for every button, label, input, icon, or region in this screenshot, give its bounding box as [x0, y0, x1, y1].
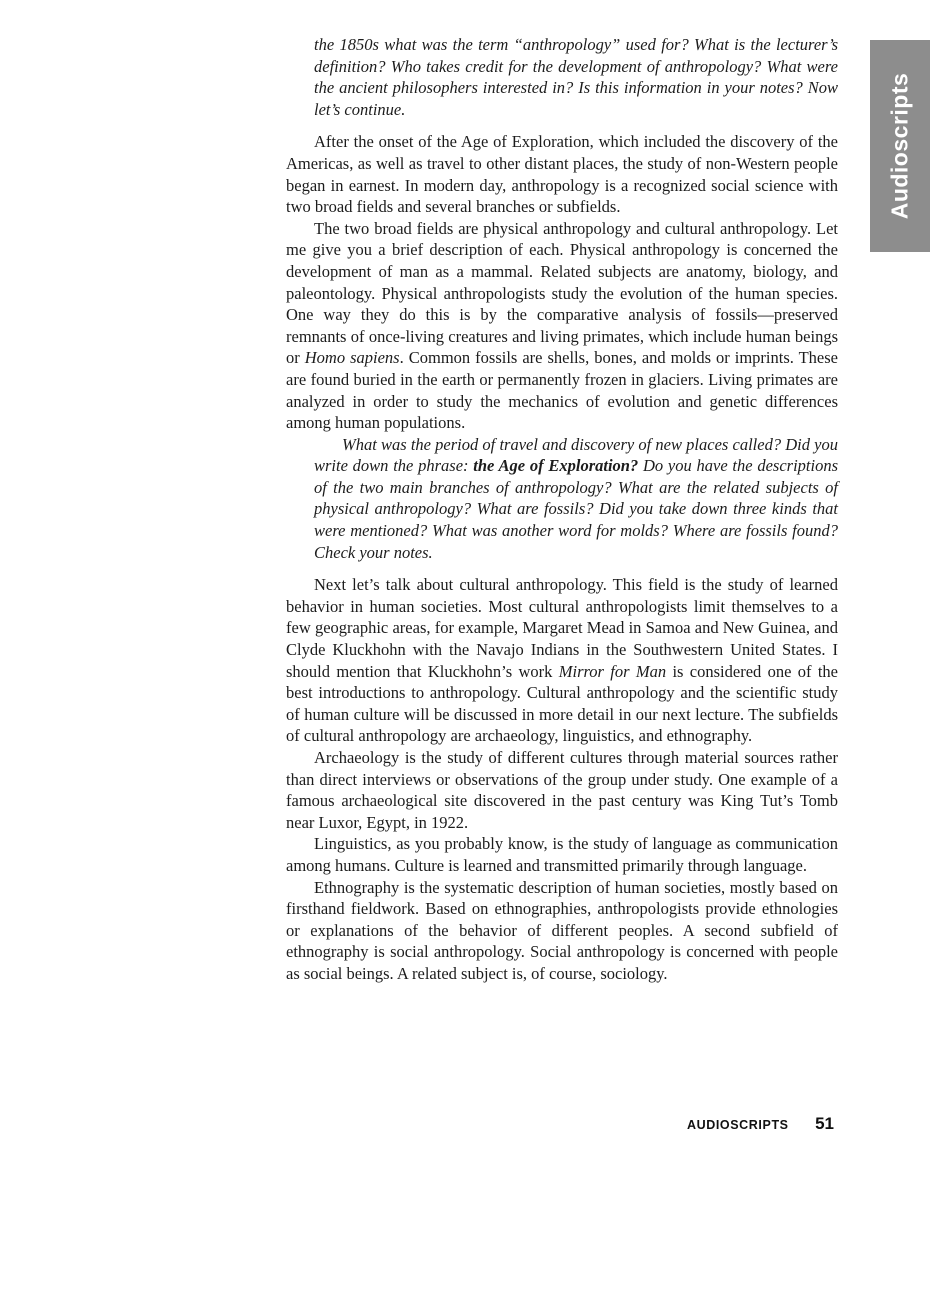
section-side-tab-label: Audioscripts [886, 72, 913, 220]
bold-phrase: the Age of Exploration? [473, 456, 639, 476]
page-body [286, 34, 838, 985]
text-run: What was the period of travel and discovery of new places called? Did you write down the phrase: [314, 434, 838, 476]
body-paragraph [286, 574, 838, 747]
footer-section-label: AUDIOSCRIPTS [686, 1118, 789, 1132]
text-run: the 1850s what was the term “anthropology” used for? What is the lecturer’s definition? Who takes credit for the development of anthropology? What were the ancient philosophers interested in? Is this information in your notes? Now let’s continue. [314, 35, 838, 119]
page-footer [687, 1114, 834, 1134]
page-number: 51 [815, 1114, 834, 1133]
text-run: The two broad fields are physical anthropology and cultural anthropology. Let me give you a brief description of each. Physical anthropology is concerned the development of man as a mammal. Related subjects are anatomy, biology, and paleontology. Physical anthropologists study the evolution of the human species. One way they do this is by the comparative analysis of fossils—preserved remnants of once-living creatures and living primates, which include human beings or [286, 218, 838, 368]
body-paragraph [286, 218, 838, 434]
study-question-paragraph [286, 34, 838, 120]
body-paragraph [286, 833, 838, 876]
body-paragraph [286, 131, 838, 217]
text-run: is considered one of the best introductions to anthropology. Cultural anthropology and the scientific study of human culture will be discussed in more detail in our next lecture. The subfields of cultural anthropology are archaeology, linguistics, and ethnography. [286, 661, 839, 746]
text-run: Archaeology is the study of different cultures through material sources rather than direct interviews or observations of the group under study. One example of a famous archaeological site discovered in the past century was King Tut’s Tomb near Luxor, Egypt, in 1922. [286, 748, 838, 832]
body-paragraph [286, 747, 838, 833]
text-run: Ethnography is the systematic description of human societies, mostly based on firsthand fieldwork. Based on ethnographies, anthropologists provide ethnologies or explanations of the behavior of different peoples. A second subfield of ethnography is social anthropology. Social anthropology is concerned with people as social beings. A related subject is, of course, sociology. [286, 877, 838, 983]
italic-phrase: Homo sapiens [304, 348, 400, 368]
italic-phrase: Mirror for Man [558, 661, 667, 681]
text-run: Do you have the descriptions of the two main branches of anthropology? What are the related subjects of physical anthropology? What are fossils? Did you take down three kinds that were mentioned? What was another word for molds? Where are fossils found? Check your notes. [314, 456, 838, 562]
body-paragraph [286, 877, 838, 985]
text-run: . Common fossils are shells, bones, and molds or imprints. These are found buried in the earth or permanently frozen in glaciers. Living primates are analyzed in order to study the mechanics of evolution and genetic differences among human populations. [286, 348, 838, 433]
study-question-paragraph [286, 434, 838, 564]
text-run: After the onset of the Age of Exploration, which included the discovery of the Americas, as well as travel to other distant places, the study of non-Western people began in earnest. In modern day, anthropology is a recognized social science with two broad fields and several branches or subfields. [286, 132, 838, 217]
section-side-tab [870, 40, 930, 252]
text-run: Next let’s talk about cultural anthropology. This field is the study of learned behavior in human societies. Most cultural anthropologists limit themselves to a few geographic areas, for example, Margaret Mead in Samoa and New Guinea, and Clyde Kluckhohn with the Navajo Indians in the Southwestern United States. I should mention that Kluckhohn’s work [286, 575, 838, 681]
text-run: Linguistics, as you probably know, is the study of language as communication among humans. Culture is learned and transmitted primarily through language. [286, 834, 838, 875]
